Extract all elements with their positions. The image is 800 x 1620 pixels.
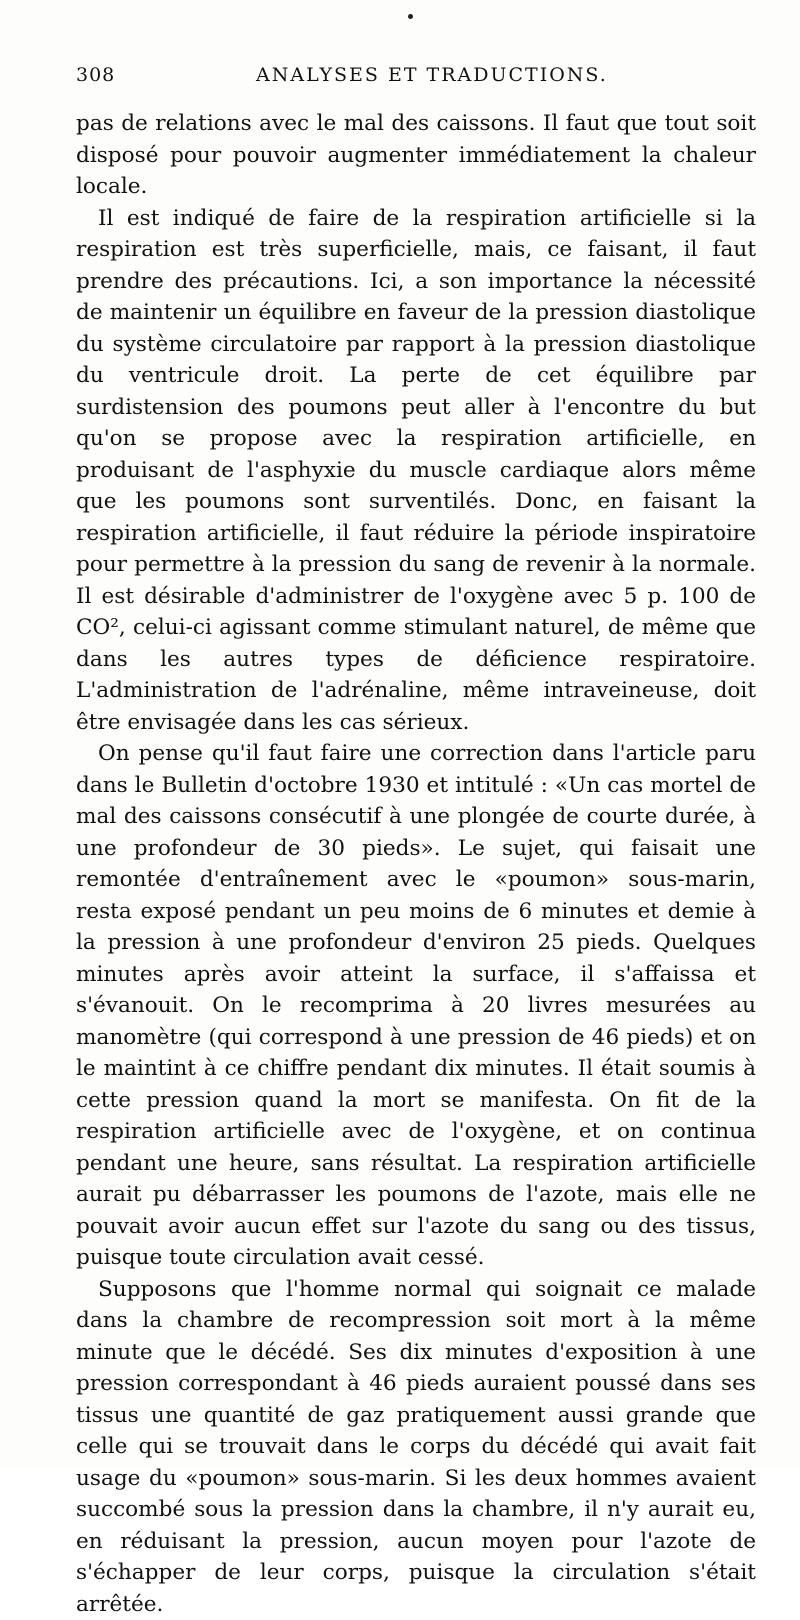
paragraph-correction: On pense qu'il faut faire une correction dans l'article paru dans le Bulletin d'octobre 1930 et intitulé : «Un cas mortel de mal des caissons consécutif à une plongée de courte durée, à une profondeur de 30 pieds». Le sujet, qui faisait une remontée d'entraînement avec le «poumon» sous-marin, resta exposé pendant un peu moins de 6 minutes et demie à la pression à une profondeur d'environ 25 pieds. Quelques minutes après avoir atteint la surface, il s'affaissa et s'évanouit. On le recomprima à 20 livres mesurées au manomètre (qui correspond à une pression de 46 pieds) et on le maintint à ce chiffre pendant dix minutes. Il était soumis à cette pression quand la mort se manifesta. On fit de la respiration artificielle avec de l'oxygène, et on continua pendant une heure, sans résultat. La respiration artificielle aurait pu débarrasser les poumons de l'azote, mais elle ne pouvait avoir aucun effet sur l'azote du sang ou des tissus, puisque toute circulation avait cessé. (76, 738, 756, 1274)
page-body (76, 108, 756, 1620)
ink-dot (408, 14, 413, 19)
running-head: ANALYSES ET TRADUCTIONS. (256, 64, 608, 86)
page-header (76, 64, 756, 94)
paragraph-hypothesis: Supposons que l'homme normal qui soignait ce malade dans la chambre de recompression soit mort à la même minute que le décédé. Ses dix minutes d'exposition à une pression correspondant à 46 pieds auraient poussé dans ses tissus une quantité de gaz pratiquement aussi grande que celle qui se trouvait dans le corps du décédé qui avait fait usage du «poumon» sous-marin. Si les deux hommes avaient succombé sous la pression dans la chambre, il n'y aurait eu, en réduisant la pression, aucun moyen pour l'azote de s'échapper de leur corps, puisque la circulation s'était arrêtée. (76, 1274, 756, 1620)
paragraph-artificial-respiration: Il est indiqué de faire de la respiration artificielle si la respiration est très superficielle, mais, ce faisant, il faut prendre des précautions. Ici, a son importance la nécessité de maintenir un équilibre en faveur de la pression diastolique du système circulatoire par rapport à la pression diastolique du ventricule droit. La perte de cet équilibre par surdistension des poumons peut aller à l'encontre du but qu'on se propose avec la respiration artificielle, en produisant de l'asphyxie du muscle cardiaque alors même que les poumons sont surventilés. Donc, en faisant la respiration artificielle, il faut réduire la période inspiratoire pour permettre à la pression du sang de revenir à la normale. Il est désirable d'administrer de l'oxygène avec 5 p. 100 de CO², celui-ci agissant comme stimulant naturel, de même que dans les autres types de déficience respiratoire. L'administration de l'adrénaline, même intraveineuse, doit être envisagée dans les cas sérieux. (76, 203, 756, 739)
paragraph-continuation: pas de relations avec le mal des caissons. Il faut que tout soit disposé pour pouvoir augmenter immédiatement la chaleur locale. (76, 108, 756, 203)
page-number: 308 (76, 64, 115, 86)
